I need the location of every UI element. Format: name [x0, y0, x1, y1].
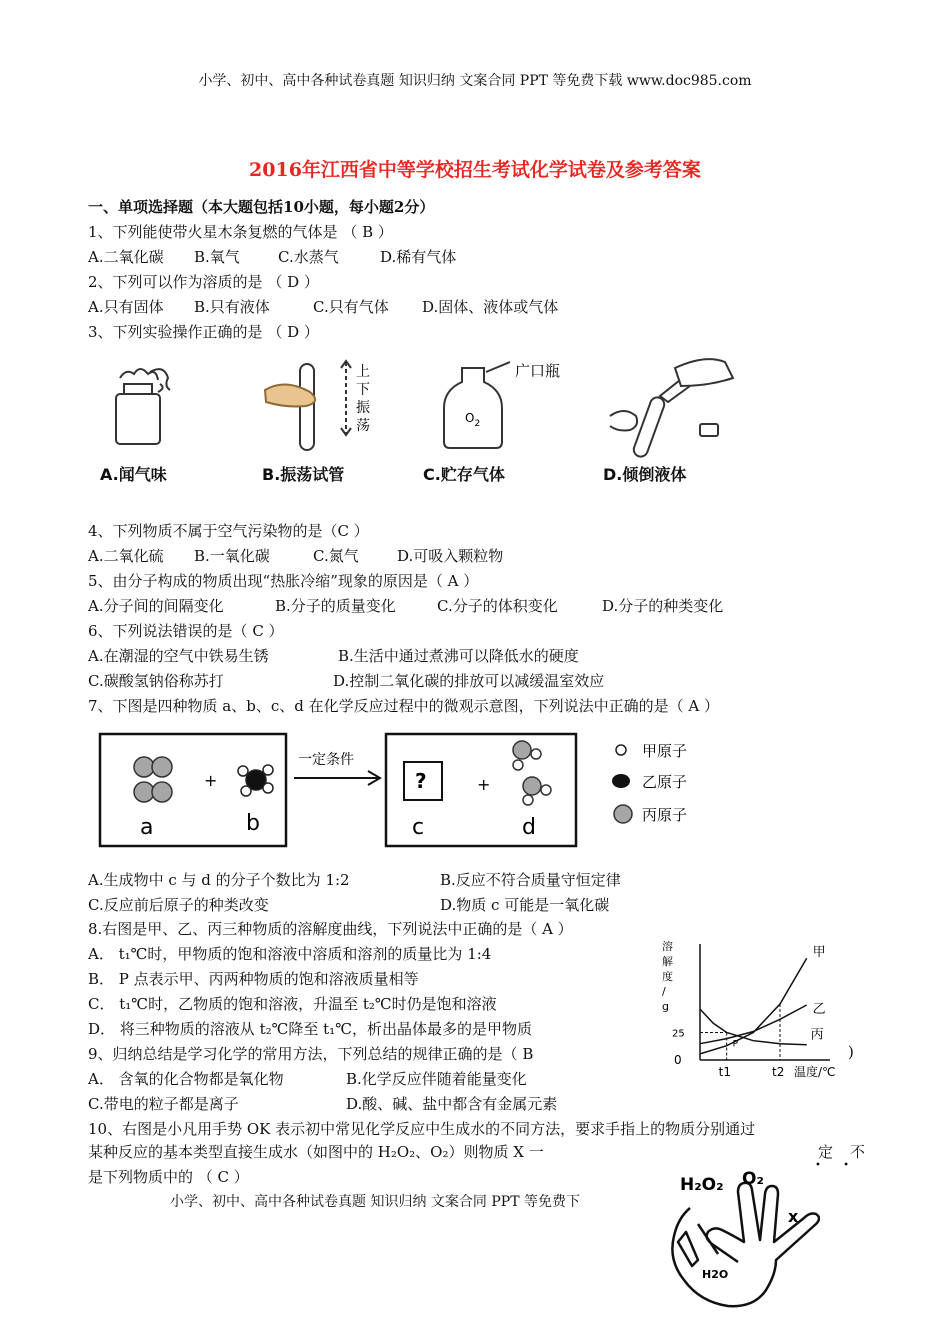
- q9-stem: 9、归纳总结是学习化学的常用方法，下列总结的规律正确的是（ B: [88, 1045, 534, 1063]
- q4-option-d: D.可吸入颗粒物: [397, 547, 504, 565]
- legend-jia-atom: [616, 745, 626, 755]
- q5-option-b: B.分子的质量变化: [275, 597, 396, 615]
- q2-option-b: B.只有液体: [194, 298, 270, 316]
- q9-option-a: A． 含氧的化合物都是氧化物: [88, 1070, 284, 1088]
- shake-label-shake1: 振: [356, 400, 370, 416]
- q6-option-a: A.在潮湿的空气中铁易生锈: [88, 647, 269, 665]
- q2-option-c: C.只有气体: [313, 298, 389, 316]
- q5-option-a: A.分子间的间隔变化: [88, 597, 224, 615]
- q4-option-b: B.一氧化碳: [194, 547, 270, 565]
- q10-line3: 是下列物质中的 （ C ）: [88, 1168, 249, 1186]
- q3-caption-d: D.倾倒液体: [603, 465, 687, 484]
- lab-pour-liquid-image: [610, 359, 733, 458]
- q10-emphasis-dots: • •: [815, 1160, 850, 1171]
- legend-bing-label: 丙原子: [642, 806, 688, 824]
- q3-lab-figure: [90, 350, 750, 460]
- q6-stem: 6、下列说法错误的是（ C ）: [88, 622, 284, 640]
- ok-hand-outline: [672, 1183, 819, 1306]
- q9-option-c: C.带电的粒子都是离子: [88, 1095, 239, 1113]
- q3-caption-c: C.贮存气体: [423, 465, 505, 484]
- hand-x-label: x: [788, 1207, 799, 1226]
- legend-yi-label: 乙原子: [642, 773, 688, 791]
- molecule-d: [513, 741, 551, 805]
- q9-option-d: D.酸、碱、盐中都含有金属元素: [346, 1095, 558, 1113]
- q3-stem: 3、下列实验操作正确的是 （ D ）: [88, 323, 319, 341]
- x-tick-t2: t2: [772, 1065, 785, 1079]
- point-p-label: P: [732, 1039, 739, 1050]
- q7-option-d: D.物质 c 可能是一氧化碳: [440, 896, 610, 914]
- q1-option-c: C.水蒸气: [278, 248, 339, 266]
- page-title: 2016年江西省中等学校招生考试化学试卷及参考答案: [249, 159, 701, 181]
- label-a: a: [140, 815, 154, 840]
- legend-jia-label: 甲原子: [642, 742, 688, 760]
- q5-option-d: D.分子的种类变化: [602, 597, 724, 615]
- q5-stem: 5、由分子构成的物质出现“热胀冷缩”现象的原因是（ A ）: [88, 572, 479, 590]
- label-d: d: [522, 815, 536, 840]
- q7-option-b: B.反应不符合质量守恒定律: [440, 871, 621, 889]
- q4-stem: 4、下列物质不属于空气污染物的是（C ）: [88, 522, 369, 540]
- shake-label-down: 下: [356, 382, 370, 398]
- y-axis-label-char: 度: [662, 970, 673, 983]
- q8-option-d: D． 将三种物质的溶液从 t₂℃降至 t₁℃，析出晶体最多的是甲物质: [88, 1020, 532, 1038]
- q5-option-c: C.分子的体积变化: [437, 597, 558, 615]
- solubility-chart: [652, 938, 852, 1083]
- y-axis-label-char: 解: [662, 955, 673, 968]
- y-axis-label-char: 溶: [662, 940, 673, 953]
- q7-option-a: A.生成物中 c 与 d 的分子个数比为 1:2: [88, 871, 350, 889]
- q8-option-b: B． P 点表示甲、丙两种物质的饱和溶液质量相等: [88, 970, 419, 988]
- legend-bing-atom: [614, 805, 632, 823]
- q7-option-c: C.反应前后原子的种类改变: [88, 896, 269, 914]
- series-乙-label: 乙: [812, 1002, 826, 1018]
- legend: [612, 742, 687, 824]
- y-tick-25: 25: [672, 1028, 685, 1040]
- q2-option-d: D.固体、液体或气体: [422, 298, 559, 316]
- q6-option-b: B.生活中通过煮沸可以降低水的硬度: [338, 647, 579, 665]
- reaction-condition: 一定条件: [298, 752, 354, 768]
- molecule-a: [134, 757, 172, 802]
- q6-option-d: D.控制二氧化碳的排放可以减缓温室效应: [333, 672, 605, 690]
- hand-h2o2-label: H₂O₂: [680, 1175, 724, 1195]
- section-heading: 一、单项选择题（本大题包括10小题，每小题2分）: [88, 198, 435, 216]
- y-axis-label-char: /: [662, 985, 666, 998]
- molecule-c-unknown: ?: [415, 769, 427, 793]
- shake-label-shake2: 荡: [356, 418, 370, 434]
- q4-option-c: C.氮气: [313, 547, 359, 565]
- hand-o2-label: O₂: [742, 1169, 764, 1189]
- series-甲-label: 甲: [812, 945, 826, 961]
- q1-option-d: D.稀有气体: [380, 248, 457, 266]
- origin-label: 0: [674, 1053, 682, 1067]
- q8-option-a: A． t₁℃时，甲物质的饱和溶液中溶质和溶剂的质量比为 1:4: [88, 945, 492, 963]
- q3-caption-a: A.闻气味: [100, 465, 167, 484]
- molecule-b: [238, 765, 273, 796]
- label-c: c: [412, 815, 425, 840]
- y-axis-label-char: g: [662, 1000, 669, 1013]
- q3-caption-b: B.振荡试管: [262, 465, 345, 484]
- shake-label-up: 上: [356, 364, 370, 380]
- q4-option-a: A.二氧化硫: [88, 547, 164, 565]
- reaction-plus-1: +: [204, 771, 218, 790]
- q7-stem: 7、下图是四种物质 a、b、c、d 在化学反应过程中的微观示意图，下列说法中正确的是（ A ）: [88, 697, 720, 715]
- x-axis-label: 温度/℃: [794, 1065, 836, 1079]
- lab-shake-tube-image: [265, 361, 351, 450]
- series-丙-curve: [700, 1009, 807, 1045]
- o2-label: $O_2$: [465, 411, 481, 429]
- q7-reaction-diagram: [96, 728, 716, 850]
- legend-yi-atom: [612, 774, 630, 788]
- x-tick-t1: t1: [718, 1065, 732, 1079]
- q1-option-b: B.氧气: [194, 248, 240, 266]
- q2-option-a: A.只有固体: [88, 298, 164, 316]
- hand-h2o-label: H2O: [702, 1268, 729, 1281]
- wide-bottle-label: 广口瓶: [515, 362, 561, 380]
- q9-option-b: B.化学反应伴随着能量变化: [346, 1070, 527, 1088]
- q10-line2-bu: 不: [850, 1143, 866, 1161]
- series-丙-label: 丙: [810, 1027, 824, 1043]
- ok-hand-figure: [650, 1160, 820, 1320]
- q10-line1: 10、右图是小凡用手势 OK 表示初中常见化学反应中生成水的不同方法，要求手指上的物质分别通过: [88, 1120, 756, 1138]
- site-header: 小学、初中、高中各种试卷真题 知识归纳 文案合同 PPT 等免费下载 www.doc985.com: [198, 73, 752, 89]
- q9-stem-end: ): [848, 1043, 854, 1061]
- label-b: b: [246, 811, 260, 836]
- q8-option-c: C． t₁℃时，乙物质的饱和溶液，升温至 t₂℃时仍是饱和溶液: [88, 995, 497, 1013]
- site-footer: 小学、初中、高中各种试卷真题 知识归纳 文案合同 PPT 等免费下: [170, 1194, 580, 1210]
- series-甲-curve: [700, 958, 807, 1054]
- q1-stem: 1、下列能使带火星木条复燃的气体是 （ B ）: [88, 223, 393, 241]
- q8-stem: 8.右图是甲、乙、丙三种物质的溶解度曲线，下列说法中正确的是（ A ）: [88, 920, 573, 938]
- reaction-plus-2: +: [477, 775, 491, 794]
- lab-wide-bottle-image: [444, 362, 510, 448]
- q1-option-a: A.二氧化碳: [88, 248, 164, 266]
- q6-option-c: C.碳酸氢钠俗称苏打: [88, 672, 224, 690]
- q10-line2: 某种反应的基本类型直接生成水（如图中的 H₂O₂、O₂）则物质 X 一: [88, 1143, 544, 1161]
- lab-jar-smell-image: [116, 369, 170, 444]
- q10-line2-ding: 定: [818, 1143, 834, 1161]
- q2-stem: 2、下列可以作为溶质的是 （ D ）: [88, 273, 319, 291]
